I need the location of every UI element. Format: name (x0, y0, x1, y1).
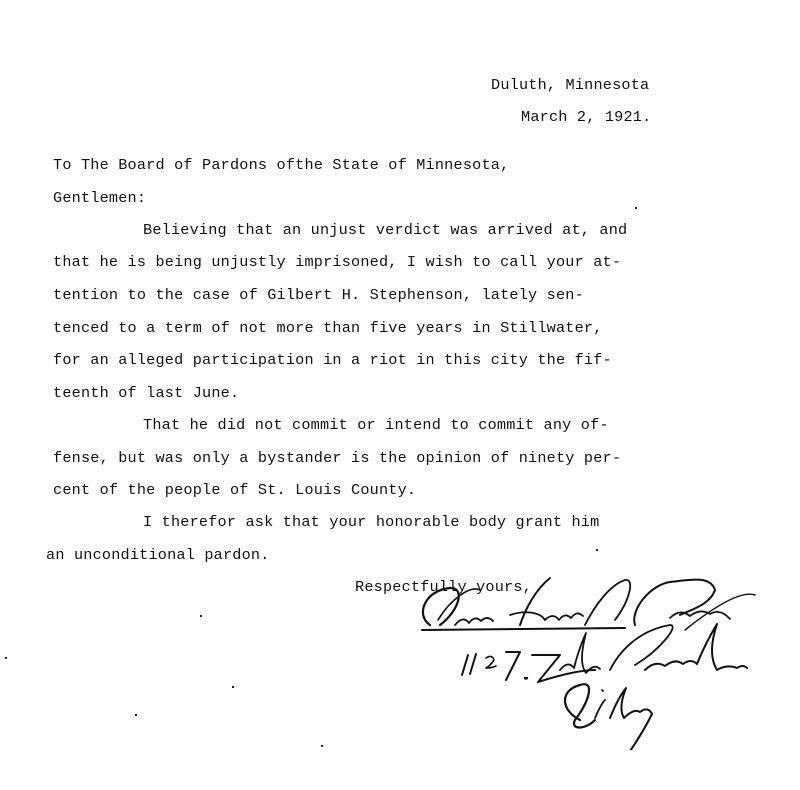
scan-speck (5, 657, 7, 659)
paragraph-1-line-1: Believing that an unjust verdict was arrived at, and (143, 221, 628, 239)
paragraph-1-line-5: for an alleged participation in a riot in this city the fif- (53, 351, 612, 369)
paragraph-1-line-4: tenced to a term of not more than five years in Stillwater, (53, 319, 603, 337)
paragraph-2-line-2: fense, but was only a bystander is the opinion of ninety per- (53, 449, 622, 467)
paragraph-2-line-1: That he did not commit or intend to commit any of- (143, 416, 609, 434)
scan-speck (596, 549, 598, 551)
paragraph-3-line-1: I therefor ask that your honorable body grant him (143, 513, 600, 531)
letter-addressee: To The Board of Pardons ofthe State of Minnesota, (53, 156, 510, 174)
paragraph-1-line-2: that he is being unjustly imprisoned, I wish to call your at- (53, 253, 622, 271)
paragraph-1-line-6: teenth of last June. (53, 384, 240, 402)
paragraph-3-line-2: an unconditional pardon. (46, 546, 270, 564)
scan-speck (321, 745, 323, 747)
paragraph-2-line-3: cent of the people of St. Louis County. (53, 481, 417, 499)
handwritten-signature (410, 570, 800, 750)
scan-speck (200, 615, 202, 617)
letter-salutation: Gentlemen: (53, 189, 147, 207)
letter-date: March 2, 1921. (521, 108, 652, 126)
scan-speck (635, 207, 637, 209)
letter-closing: Respectfully yours, (355, 578, 532, 596)
paragraph-1-line-3: tention to the case of Gilbert H. Stephenson, lately sen- (53, 286, 584, 304)
scan-speck (135, 714, 137, 716)
scan-speck (232, 686, 234, 688)
letter-place: Duluth, Minnesota (491, 76, 650, 94)
